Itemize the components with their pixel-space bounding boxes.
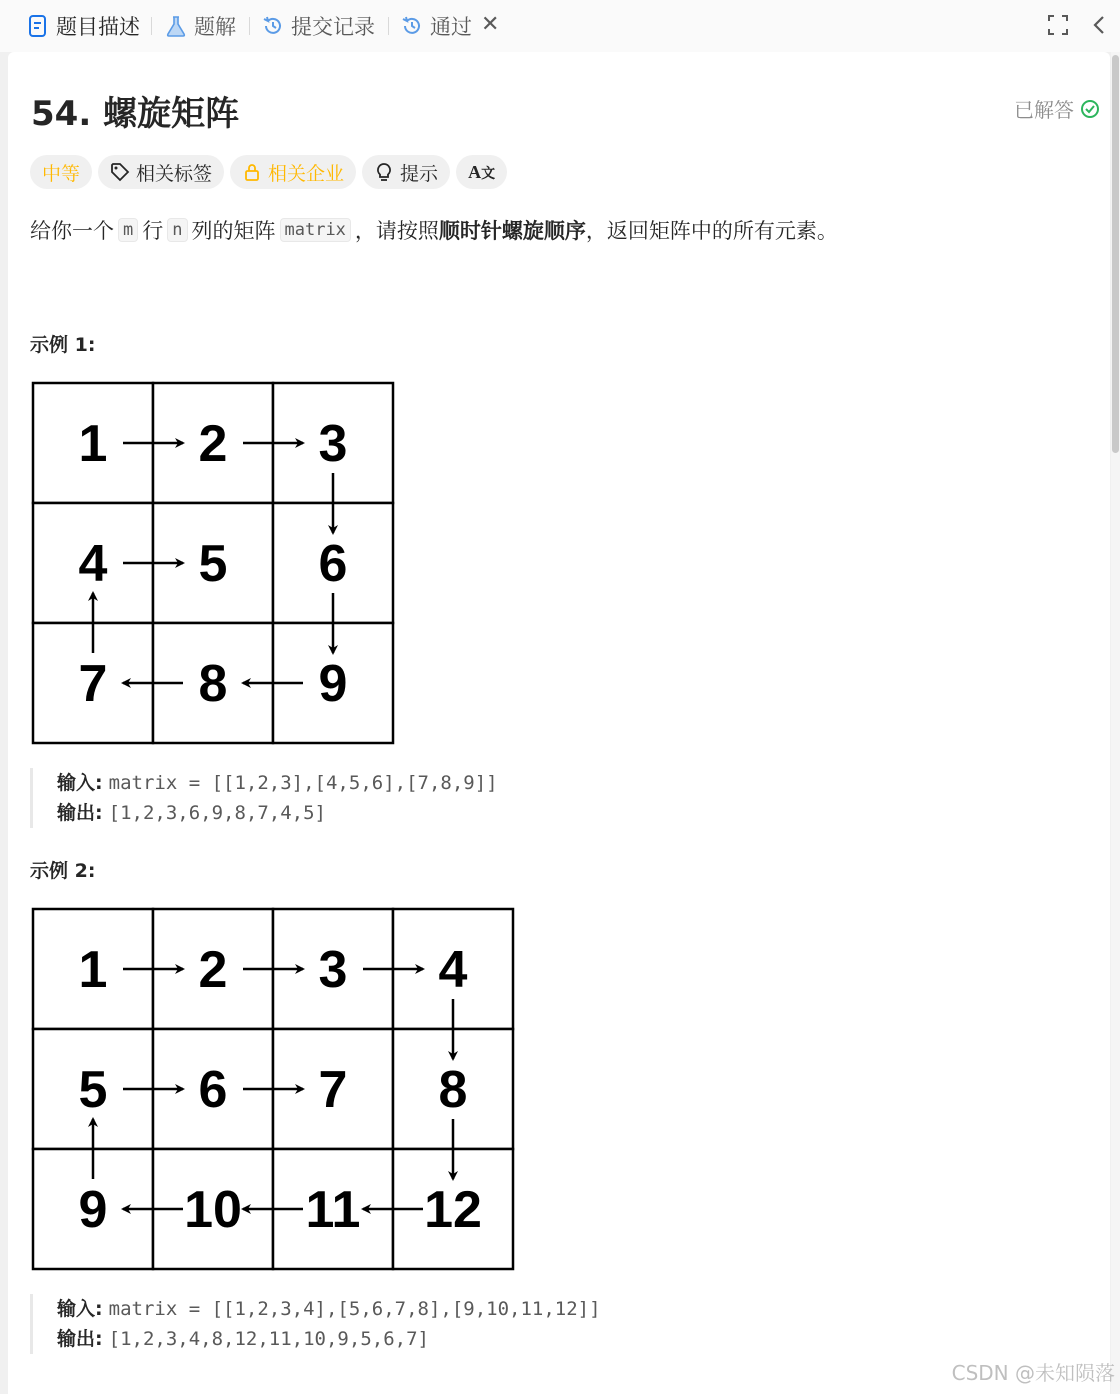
difficulty-badge [30, 155, 92, 189]
related-companies-button[interactable] [230, 155, 356, 189]
input-value: matrix = [[1,2,3,4],[5,6,7,8],[9,10,11,12]] [108, 1298, 601, 1320]
problem-title: 54. 螺旋矩阵 [31, 94, 240, 134]
solved-status [1014, 94, 1100, 123]
grid-value: 5 [198, 535, 228, 593]
desc-text: 列的矩阵 [191, 219, 276, 243]
tab-solutions[interactable] [164, 10, 236, 42]
tab-label: 提交记录 [291, 15, 375, 39]
grid-value: 10 [184, 1181, 242, 1239]
output-value: [1,2,3,6,9,8,7,4,5] [108, 802, 326, 824]
tab-label: 通过 [430, 15, 472, 39]
output-value: [1,2,3,4,8,12,11,10,9,5,6,7] [108, 1328, 429, 1350]
grid-value: 1 [78, 415, 108, 473]
grid-value: 9 [78, 1181, 108, 1239]
example-2-title: 示例 2: [30, 860, 96, 882]
grid-value: 7 [78, 655, 108, 713]
input-label: 输入: [57, 1298, 103, 1320]
example-1-title: 示例 1: [30, 334, 96, 356]
grid-value: 3 [318, 415, 348, 473]
tab-accepted[interactable] [400, 10, 472, 42]
scrollbar-thumb[interactable] [1112, 55, 1119, 453]
desc-text: ，返回矩阵中的所有元素。 [585, 219, 838, 243]
tab-bar [0, 0, 1120, 52]
grid-value: 3 [318, 941, 348, 999]
example-2-io [30, 1294, 601, 1354]
flask-icon [164, 14, 188, 38]
grid-value: 8 [198, 655, 228, 713]
example-1-io [30, 768, 498, 828]
grid-value: 4 [438, 941, 468, 999]
translate-icon: A文 [468, 161, 496, 182]
related-tags-label: 相关标签 [136, 162, 213, 185]
grid-value: 7 [318, 1061, 348, 1119]
tab-divider [388, 17, 389, 35]
desc-emphasis: 顺时针螺旋顺序 [438, 219, 586, 243]
translate-button[interactable] [456, 155, 507, 189]
input-label: 输入: [57, 772, 103, 794]
watermark: CSDN @未知陨落 [951, 1361, 1115, 1385]
lightbulb-icon [374, 162, 394, 182]
document-icon [26, 14, 50, 38]
tab-description[interactable] [26, 10, 140, 42]
fullscreen-icon[interactable] [1045, 12, 1071, 38]
related-tags-button[interactable] [98, 155, 224, 189]
close-tab-icon[interactable]: ✕ [481, 12, 500, 37]
grid-value: 6 [198, 1061, 228, 1119]
grid-value: 9 [318, 655, 348, 713]
grid-value: 11 [305, 1181, 361, 1239]
grid-value: 1 [78, 941, 108, 999]
grid-value: 2 [198, 415, 228, 473]
example-1-spiral-diagram [30, 380, 396, 746]
input-value: matrix = [[1,2,3],[4,5,6],[7,8,9]] [108, 772, 498, 794]
problem-tags [30, 155, 507, 189]
tag-icon [110, 162, 130, 182]
desc-text: ，请按照 [354, 219, 439, 243]
grid-value: 12 [424, 1181, 482, 1239]
history-icon [400, 14, 424, 38]
difficulty-label: 中等 [42, 162, 81, 185]
tab-divider [151, 17, 152, 35]
tab-divider [249, 17, 250, 35]
collapse-panel-icon[interactable] [1086, 12, 1112, 38]
grid-value: 5 [78, 1061, 108, 1119]
grid-value: 4 [78, 535, 108, 593]
tab-label: 题目描述 [56, 15, 140, 39]
output-label: 输出: [57, 802, 103, 824]
grid-value: 6 [318, 535, 348, 593]
grid-value: 2 [198, 941, 228, 999]
grid-value: 8 [438, 1061, 468, 1119]
output-label: 输出: [57, 1328, 103, 1350]
inline-code: m [118, 218, 138, 242]
tab-label: 题解 [194, 15, 236, 39]
related-companies-label: 相关企业 [268, 162, 345, 185]
tab-submissions[interactable] [261, 10, 375, 42]
lock-icon [242, 162, 262, 182]
hint-button[interactable] [362, 155, 450, 189]
example-2-spiral-diagram [30, 906, 516, 1272]
status-text: 已解答 [1014, 98, 1074, 122]
desc-text: 行 [142, 219, 164, 243]
history-icon [261, 14, 285, 38]
problem-description [30, 215, 838, 245]
hint-label: 提示 [400, 162, 439, 185]
inline-code: matrix [280, 218, 351, 242]
inline-code: n [167, 218, 187, 242]
desc-text: 给你一个 [30, 219, 114, 243]
check-circle-icon [1080, 99, 1100, 119]
